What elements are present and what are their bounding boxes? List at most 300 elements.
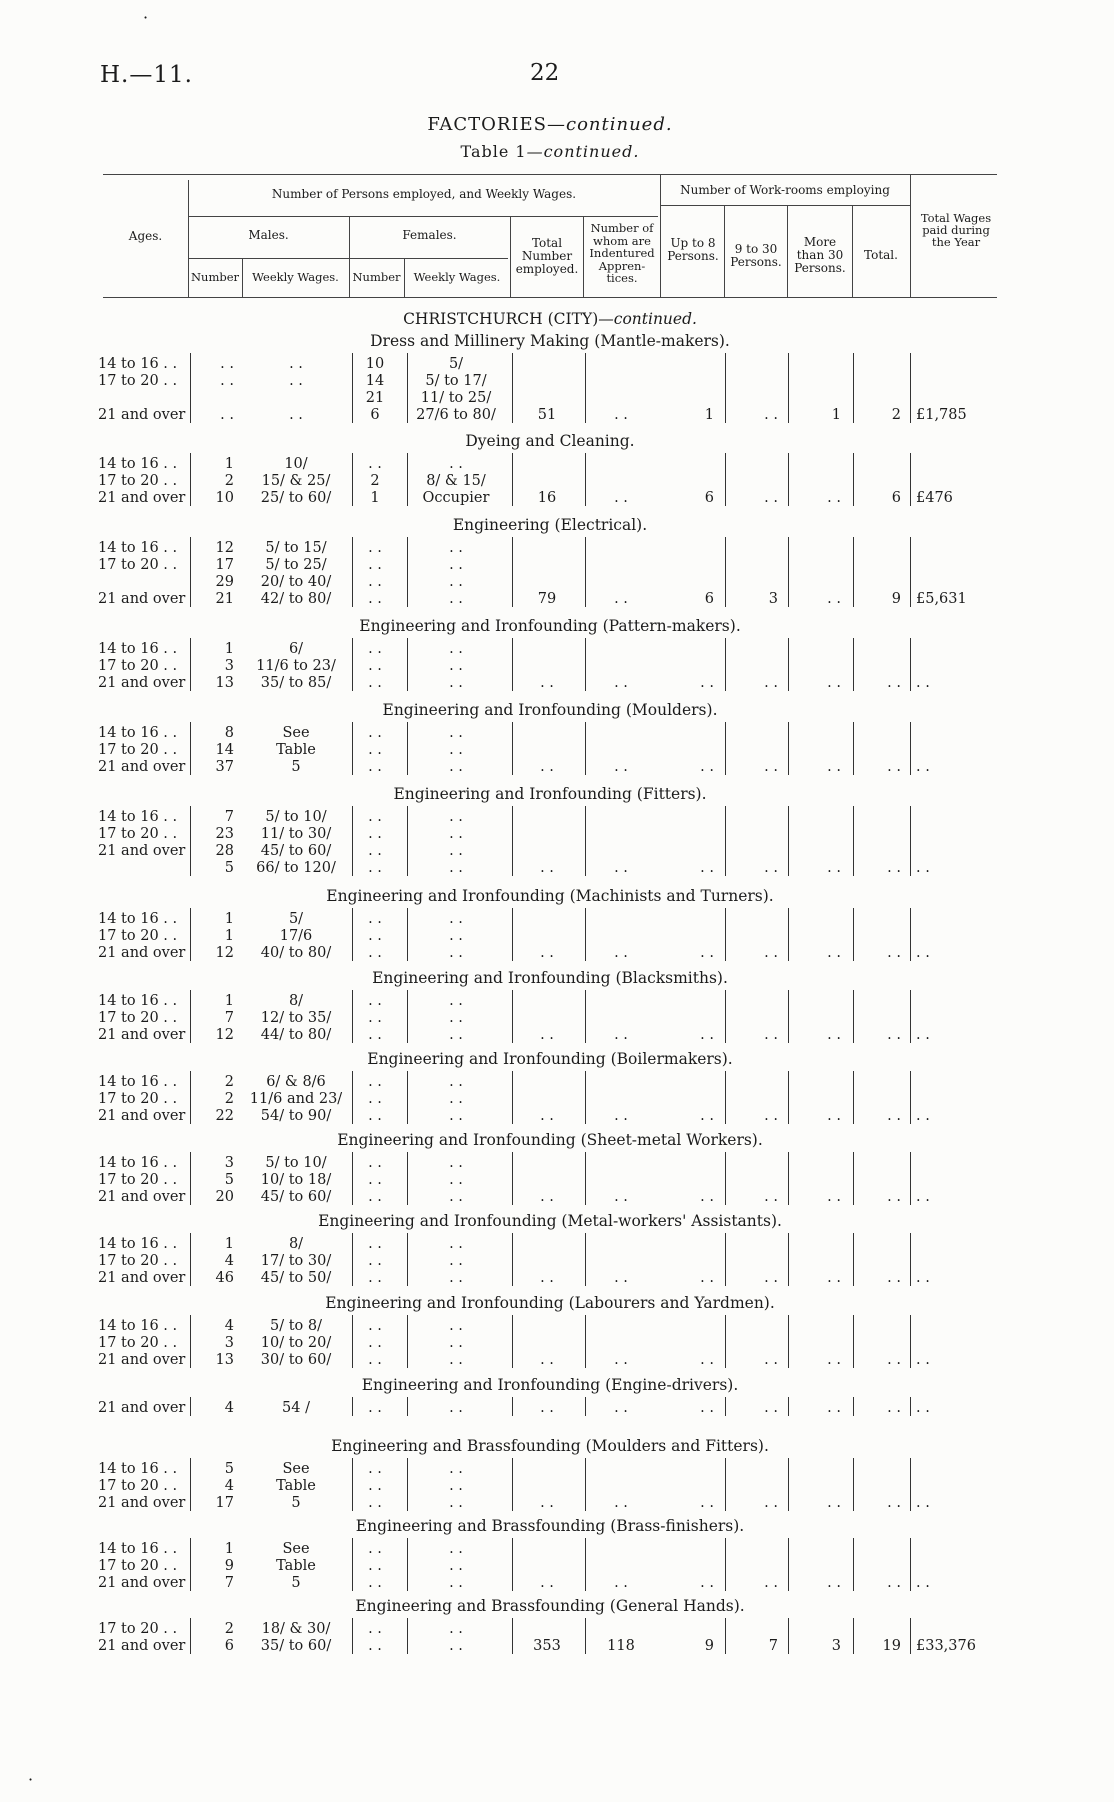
wages-cell: £5,631 (916, 591, 967, 607)
age-cell: 21 and over (98, 1495, 186, 1511)
age-cell: 17 to 20 . . (98, 742, 178, 758)
column-tick (512, 806, 513, 876)
m-wage-cell: 42/ to 80/ (260, 591, 332, 607)
column-tick (910, 1538, 911, 1591)
column-tick (407, 1618, 408, 1654)
column-tick (585, 1071, 586, 1124)
f-num-cell: . . (368, 1091, 382, 1107)
f-num-cell: . . (368, 1172, 382, 1188)
table-row (0, 390, 1114, 407)
m-wage-cell: 45/ to 60/ (260, 1189, 332, 1205)
m-num-cell: 10 (215, 490, 234, 506)
age-cell: 14 to 16 . . (98, 911, 178, 927)
table-row (0, 490, 1114, 507)
indentured-cell: . . (614, 1575, 628, 1591)
f-num-cell: . . (368, 742, 382, 758)
indentured-cell: . . (614, 945, 628, 961)
wages-cell: . . (916, 1352, 930, 1368)
m-num-cell: 3 (224, 1335, 234, 1351)
rooms-cell: . . (887, 675, 901, 691)
f-wage-cell: . . (449, 675, 463, 691)
n9_30-cell: . . (764, 490, 778, 506)
f-wage-cell: . . (449, 826, 463, 842)
m-wage-cell: 5/ to 25/ (265, 557, 327, 573)
column-tick (725, 806, 726, 876)
m-num-cell: 4 (224, 1400, 234, 1416)
total-cell: . . (540, 945, 554, 961)
f-num-cell: . . (368, 1621, 382, 1637)
age-cell: 14 to 16 . . (98, 1541, 178, 1557)
rooms-cell: 9 (891, 591, 901, 607)
f-num-cell: . . (368, 1027, 382, 1043)
f-num-cell: . . (368, 928, 382, 944)
indentured-cell: . . (614, 860, 628, 876)
col-female-wages: Weekly Wages. (413, 270, 501, 284)
column-tick (853, 638, 854, 691)
more30-cell: 1 (831, 407, 841, 423)
f-num-cell: . . (368, 1236, 382, 1252)
f-wage-cell: . . (449, 1074, 463, 1090)
column-tick (512, 1618, 513, 1654)
column-tick (190, 1233, 191, 1286)
m-wage-cell: 35/ to 85/ (260, 675, 332, 691)
age-cell: 17 to 20 . . (98, 1621, 178, 1637)
m-num-cell: 17 (215, 557, 234, 573)
age-cell: 21 and over (98, 1108, 186, 1124)
f-wage-cell: . . (449, 1335, 463, 1351)
column-tick (725, 638, 726, 691)
f-wage-cell: . . (449, 742, 463, 758)
f-num-cell: . . (368, 1558, 382, 1574)
rooms-cell: . . (887, 860, 901, 876)
column-tick (853, 722, 854, 775)
m-wage-cell: Table (276, 1478, 316, 1494)
wages-cell: . . (916, 860, 930, 876)
more30-cell: . . (827, 759, 841, 775)
column-tick (352, 1315, 353, 1368)
column-tick (788, 1538, 789, 1591)
column-tick (853, 908, 854, 961)
column-tick (407, 1071, 408, 1124)
column-tick (190, 1152, 191, 1205)
wages-cell: . . (916, 1270, 930, 1286)
column-tick (407, 1152, 408, 1205)
m-num-cell: 1 (224, 641, 234, 657)
column-tick (352, 453, 353, 506)
indentured-cell: . . (614, 759, 628, 775)
total-cell: 79 (537, 591, 557, 607)
f-wage-cell: . . (449, 1253, 463, 1269)
column-tick (725, 1458, 726, 1511)
f-wage-cell: . . (449, 860, 463, 876)
column-tick (725, 990, 726, 1043)
m-num-cell: 29 (215, 574, 234, 590)
col-persons-group: Number of Persons employed, and Weekly Wages. (271, 187, 577, 201)
table-row (0, 574, 1114, 591)
m-num-cell: 12 (215, 945, 234, 961)
f-num-cell: . . (368, 1352, 382, 1368)
f-num-cell: . . (368, 1478, 382, 1494)
f-wage-cell: . . (449, 1478, 463, 1494)
f-wage-cell: . . (449, 1575, 463, 1591)
m-wage-cell: 5 (291, 1495, 301, 1511)
column-tick (352, 353, 353, 423)
table-row (0, 1495, 1114, 1512)
m-num-cell: 7 (224, 809, 234, 825)
age-cell: 21 and over (98, 591, 186, 607)
more30-cell: . . (827, 1400, 841, 1416)
up8-cell: . . (700, 675, 714, 691)
up8-cell: . . (700, 1400, 714, 1416)
f-num-cell: . . (368, 1318, 382, 1334)
city-cont: —continued. (598, 310, 697, 328)
table-row (0, 993, 1114, 1010)
indentured-cell: . . (614, 1400, 628, 1416)
m-num-cell: 7 (224, 1010, 234, 1026)
f-num-cell: . . (368, 658, 382, 674)
table-row (0, 373, 1114, 390)
m-wage-cell: 54/ to 90/ (260, 1108, 332, 1124)
column-tick (853, 990, 854, 1043)
f-num-cell: . . (368, 1074, 382, 1090)
f-num-cell: . . (368, 725, 382, 741)
age-cell: 21 and over (98, 1400, 186, 1416)
m-num-cell: . . (220, 407, 234, 423)
table-row (0, 1575, 1114, 1592)
age-cell: 21 and over (98, 1352, 186, 1368)
column-tick (853, 537, 854, 607)
table-row (0, 1638, 1114, 1655)
column-tick (788, 537, 789, 607)
m-wage-cell: 66/ to 120/ (256, 860, 336, 876)
n9_30-cell: . . (764, 1352, 778, 1368)
section-title: Dyeing and Cleaning. (465, 432, 635, 450)
column-tick (512, 1315, 513, 1368)
n9_30-cell: . . (764, 1575, 778, 1591)
table-row (0, 1010, 1114, 1027)
more30-cell: . . (827, 1189, 841, 1205)
column-tick (788, 353, 789, 423)
m-num-cell: 3 (224, 1155, 234, 1171)
f-wage-cell: . . (449, 641, 463, 657)
m-wage-cell: 8/ (288, 1236, 304, 1252)
table-row (0, 1621, 1114, 1638)
total-cell: . . (540, 759, 554, 775)
m-num-cell: 1 (224, 1541, 234, 1557)
header-divider (910, 174, 911, 297)
column-tick (512, 353, 513, 423)
f-wage-cell: . . (449, 1352, 463, 1368)
column-tick (585, 453, 586, 506)
header-divider (510, 216, 511, 297)
up8-cell: . . (700, 945, 714, 961)
f-num-cell: . . (368, 1638, 382, 1654)
table-row (0, 1027, 1114, 1044)
col-more-than-30: More than 30 Persons. (794, 235, 846, 275)
age-cell: 17 to 20 . . (98, 1091, 178, 1107)
f-wage-cell: 8/ & 15/ (426, 473, 486, 489)
f-num-cell: . . (368, 911, 382, 927)
f-num-cell: . . (368, 1010, 382, 1026)
n9_30-cell: . . (764, 759, 778, 775)
m-wage-cell: 11/6 to 23/ (256, 658, 336, 674)
age-cell: 21 and over (98, 490, 186, 506)
column-tick (788, 908, 789, 961)
column-tick (910, 638, 911, 691)
m-wage-cell: 45/ to 60/ (260, 843, 332, 859)
column-tick (910, 537, 911, 607)
m-num-cell: 17 (215, 1495, 234, 1511)
column-tick (190, 1071, 191, 1124)
table-row (0, 1318, 1114, 1335)
age-cell: 14 to 16 . . (98, 809, 178, 825)
f-wage-cell: . . (449, 1400, 463, 1416)
f-wage-cell: . . (449, 658, 463, 674)
column-tick (725, 537, 726, 607)
column-tick (910, 1152, 911, 1205)
column-tick (512, 990, 513, 1043)
wages-cell: . . (916, 759, 930, 775)
total-cell: . . (540, 1270, 554, 1286)
column-tick (585, 353, 586, 423)
table-row (0, 742, 1114, 759)
m-wage-cell: . . (289, 373, 303, 389)
column-tick (407, 1233, 408, 1286)
column-tick (512, 1397, 513, 1416)
up8-cell: . . (700, 759, 714, 775)
f-num-cell: . . (368, 993, 382, 1009)
f-wage-cell: 27/6 to 80/ (416, 407, 496, 423)
m-wage-cell: Table (276, 1558, 316, 1574)
column-tick (407, 1315, 408, 1368)
m-wage-cell: 5 (291, 1575, 301, 1591)
f-num-cell: . . (368, 860, 382, 876)
header-sex-rule (188, 258, 508, 259)
column-tick (512, 1538, 513, 1591)
header-rooms-rule (660, 205, 910, 206)
table-row (0, 1189, 1114, 1206)
m-wage-cell: See (282, 1461, 310, 1477)
m-num-cell: 28 (215, 843, 234, 859)
m-num-cell: 14 (215, 742, 234, 758)
column-tick (910, 806, 911, 876)
header-divider (724, 205, 725, 297)
column-tick (407, 453, 408, 506)
col-male-wages: Weekly Wages. (252, 270, 339, 284)
m-wage-cell: 25/ to 60/ (260, 490, 332, 506)
wages-cell: . . (916, 1400, 930, 1416)
column-tick (512, 1458, 513, 1511)
up8-cell: . . (700, 1352, 714, 1368)
column-tick (190, 806, 191, 876)
m-num-cell: 2 (224, 1091, 234, 1107)
n9_30-cell: . . (764, 407, 778, 423)
f-num-cell: . . (368, 641, 382, 657)
m-num-cell: 1 (224, 993, 234, 1009)
m-wage-cell: 5/ (288, 911, 304, 927)
column-tick (512, 1233, 513, 1286)
more30-cell: . . (827, 675, 841, 691)
column-tick (352, 1458, 353, 1511)
column-tick (910, 990, 911, 1043)
column-tick (352, 1618, 353, 1654)
total-cell: . . (540, 1027, 554, 1043)
f-num-cell: . . (368, 1461, 382, 1477)
table-subtitle (0, 142, 1100, 161)
col-total-wages: Total Wages paid during the Year (920, 211, 992, 249)
column-tick (585, 1618, 586, 1654)
m-wage-cell: 5 (291, 759, 301, 775)
column-tick (407, 806, 408, 876)
age-cell: 14 to 16 . . (98, 641, 178, 657)
m-num-cell: 5 (224, 1172, 234, 1188)
section-title: Engineering and Ironfounding (Labourers and Yardmen). (325, 1294, 775, 1312)
m-wage-cell: . . (289, 407, 303, 423)
column-tick (352, 1538, 353, 1591)
age-cell: 14 to 16 . . (98, 1155, 178, 1171)
up8-cell: 9 (704, 1638, 714, 1654)
total-cell: . . (540, 1189, 554, 1205)
column-tick (352, 990, 353, 1043)
f-wage-cell: . . (449, 1091, 463, 1107)
page-number: 22 (530, 60, 560, 86)
col-9-to-30: 9 to 30 Persons. (730, 242, 782, 269)
column-tick (910, 1315, 911, 1368)
age-cell: 21 and over (98, 759, 186, 775)
f-num-cell: . . (368, 1495, 382, 1511)
column-tick (910, 353, 911, 423)
m-num-cell: 9 (224, 1558, 234, 1574)
f-num-cell: 21 (365, 390, 385, 406)
m-wage-cell: 11/6 and 23/ (249, 1091, 343, 1107)
column-tick (512, 908, 513, 961)
m-num-cell: 2 (224, 1074, 234, 1090)
col-males: Males. (248, 228, 289, 242)
column-tick (725, 353, 726, 423)
more30-cell: . . (827, 945, 841, 961)
f-wage-cell: . . (449, 1189, 463, 1205)
col-total-employed: Total Number employed. (515, 236, 579, 276)
table-row (0, 1091, 1114, 1108)
rooms-cell: 19 (882, 1638, 901, 1654)
column-tick (853, 353, 854, 423)
age-cell: 17 to 20 . . (98, 1558, 178, 1574)
table-row (0, 356, 1114, 373)
age-cell: 14 to 16 . . (98, 1236, 178, 1252)
f-wage-cell: . . (449, 574, 463, 590)
age-cell: 14 to 16 . . (98, 456, 178, 472)
column-tick (853, 1458, 854, 1511)
column-tick (190, 1618, 191, 1654)
f-wage-cell: . . (449, 1318, 463, 1334)
indentured-cell: . . (614, 490, 628, 506)
age-cell: 17 to 20 . . (98, 1172, 178, 1188)
m-num-cell: 6 (224, 1638, 234, 1654)
column-tick (352, 638, 353, 691)
column-tick (512, 1152, 513, 1205)
f-num-cell: . . (368, 843, 382, 859)
wages-cell: . . (916, 945, 930, 961)
m-num-cell: 5 (224, 1461, 234, 1477)
column-tick (910, 722, 911, 775)
table-row (0, 911, 1114, 928)
more30-cell: . . (827, 1027, 841, 1043)
m-num-cell: 1 (224, 928, 234, 944)
table-row (0, 1461, 1114, 1478)
up8-cell: 6 (704, 591, 714, 607)
f-num-cell: . . (368, 557, 382, 573)
f-wage-cell: . . (449, 1495, 463, 1511)
city-heading (0, 310, 1100, 328)
f-wage-cell: . . (449, 759, 463, 775)
m-wage-cell: 10/ to 20/ (260, 1335, 332, 1351)
age-cell: 21 and over (98, 407, 186, 423)
table-row (0, 928, 1114, 945)
column-tick (352, 1152, 353, 1205)
age-cell: 21 and over (98, 1575, 186, 1591)
f-num-cell: . . (368, 1335, 382, 1351)
col-workrooms-group: Number of Work-rooms employing (680, 183, 890, 197)
column-tick (788, 990, 789, 1043)
f-num-cell: . . (368, 759, 382, 775)
column-tick (190, 1397, 191, 1416)
f-wage-cell: . . (449, 843, 463, 859)
f-num-cell: 14 (365, 373, 385, 389)
more30-cell: . . (827, 1352, 841, 1368)
column-tick (512, 537, 513, 607)
section-title: Engineering and Ironfounding (Engine-drivers). (361, 1376, 739, 1394)
f-wage-cell: . . (449, 928, 463, 944)
column-tick (788, 1152, 789, 1205)
m-num-cell: 7 (224, 1575, 234, 1591)
table-row (0, 1236, 1114, 1253)
rooms-cell: . . (887, 945, 901, 961)
column-tick (585, 537, 586, 607)
column-tick (788, 722, 789, 775)
column-tick (788, 806, 789, 876)
table-row (0, 1172, 1114, 1189)
rooms-cell: . . (887, 759, 901, 775)
m-num-cell: 2 (224, 1621, 234, 1637)
more30-cell: 3 (831, 1638, 841, 1654)
age-cell: 17 to 20 . . (98, 826, 178, 842)
indentured-cell: 118 (607, 1638, 635, 1654)
m-num-cell: 21 (215, 591, 234, 607)
column-tick (725, 1397, 726, 1416)
age-cell: 21 and over (98, 945, 186, 961)
indentured-cell: . . (614, 1352, 628, 1368)
column-tick (910, 1233, 911, 1286)
total-cell: . . (540, 860, 554, 876)
m-wage-cell: 12/ to 35/ (260, 1010, 332, 1026)
column-tick (352, 1397, 353, 1416)
table-row (0, 809, 1114, 826)
header-divider (583, 216, 584, 297)
f-num-cell: . . (368, 591, 382, 607)
column-tick (352, 806, 353, 876)
f-wage-cell: 11/ to 25/ (420, 390, 492, 406)
column-tick (725, 453, 726, 506)
table-row (0, 1074, 1114, 1091)
rooms-cell: . . (887, 1352, 901, 1368)
column-tick (853, 1152, 854, 1205)
m-num-cell: 13 (215, 1352, 234, 1368)
m-wage-cell: 45/ to 50/ (260, 1270, 332, 1286)
table-row (0, 1108, 1114, 1125)
column-tick (725, 1152, 726, 1205)
m-num-cell: 1 (224, 1236, 234, 1252)
wages-cell: . . (916, 1495, 930, 1511)
